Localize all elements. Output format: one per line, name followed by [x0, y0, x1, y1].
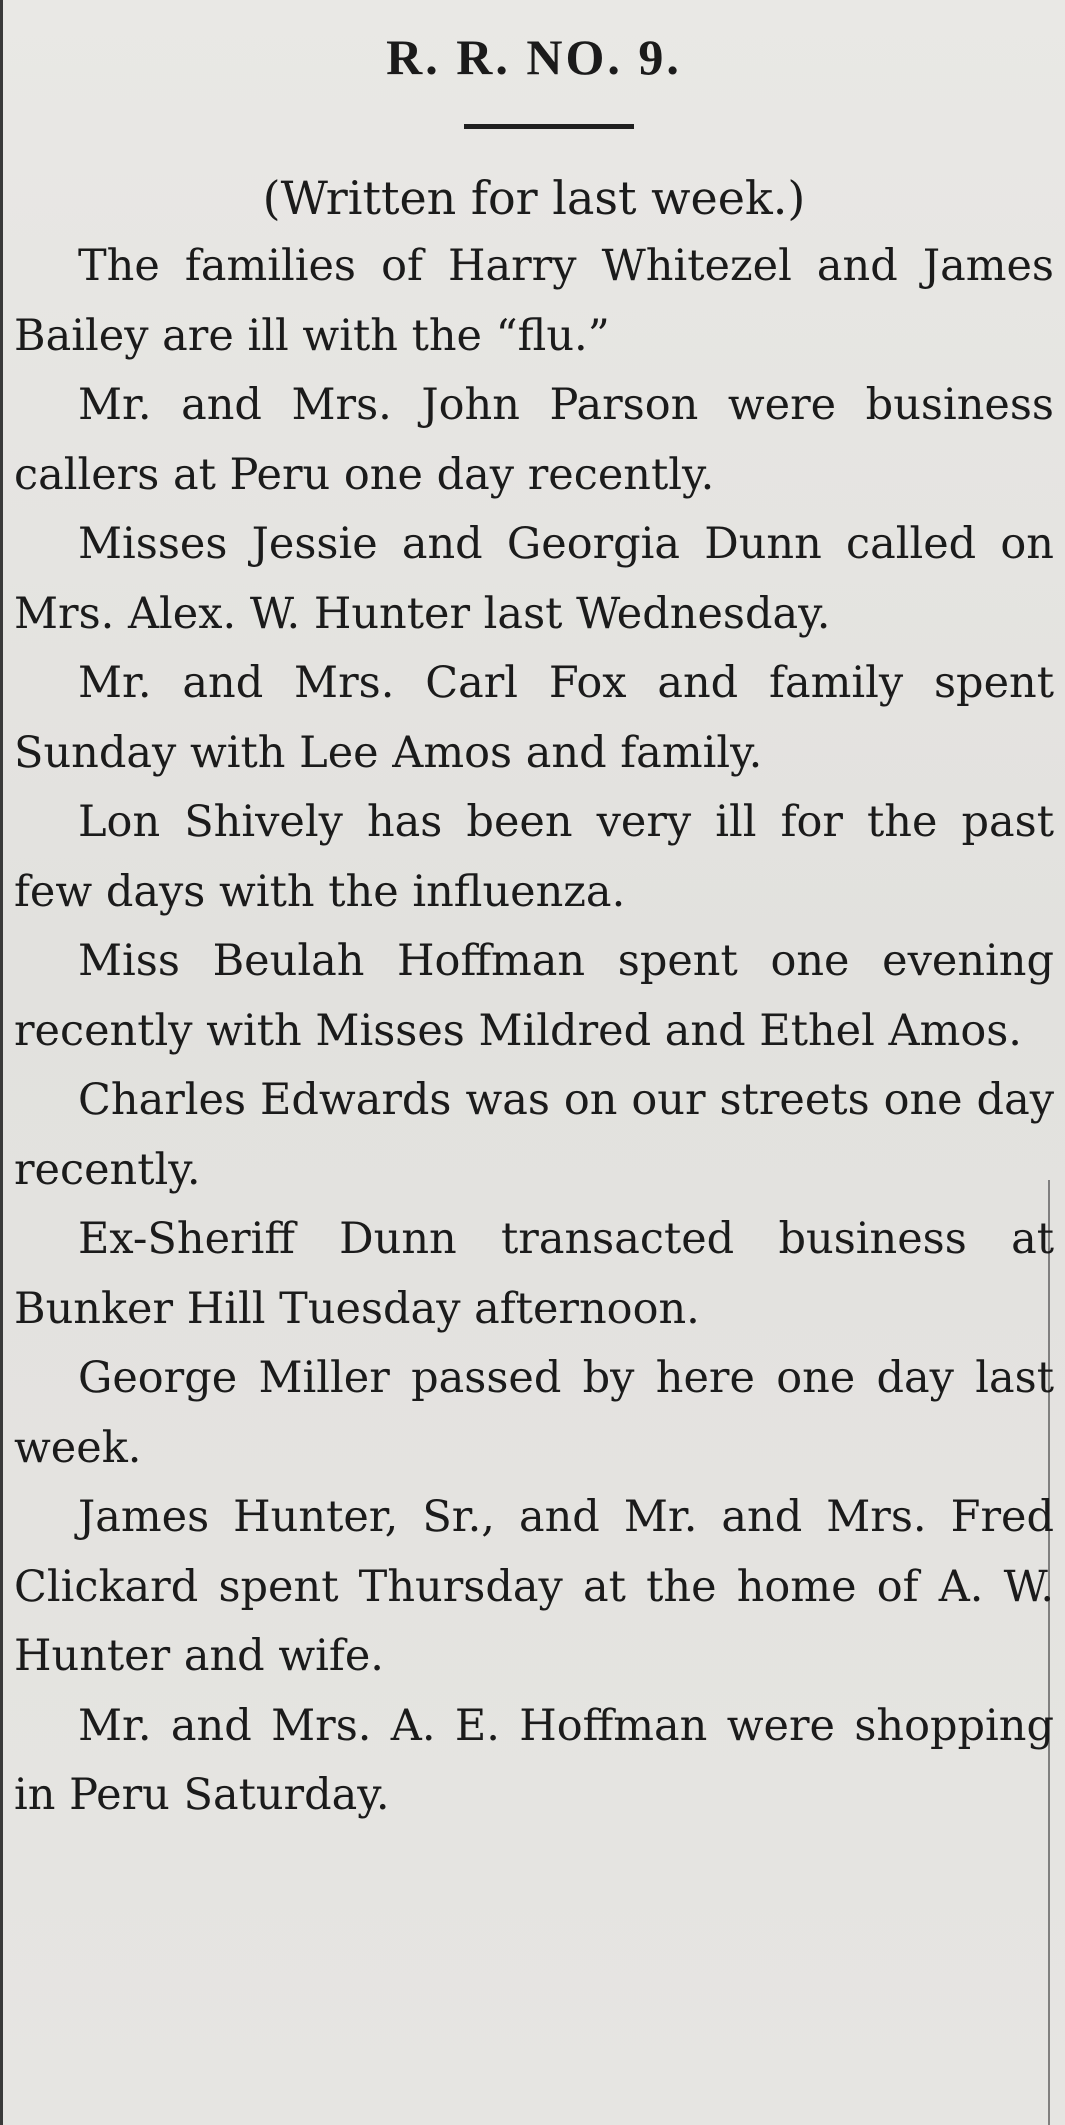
news-items [14, 232, 1054, 1831]
news-item: Lon Shively has been very ill for the past few days with the influenza. [14, 797, 1054, 917]
column-rule-left [0, 0, 3, 2125]
news-item: Mr. and Mrs. John Parson were business callers at Peru one day recently. [14, 380, 1054, 500]
news-item: Ex-Sheriff Dunn transacted business at Bunker Hill Tuesday afternoon. [14, 1214, 1054, 1334]
headline-rule [464, 124, 634, 129]
news-item: Misses Jessie and Georgia Dunn called on Mrs. Alex. W. Hunter last Wednesday. [14, 519, 1054, 639]
headline: R. R. NO. 9. [386, 29, 682, 85]
news-item: Miss Beulah Hoffman spent one evening recently with Misses Mildred and Ethel Amos. [14, 936, 1054, 1056]
editor-note: (Written for last week.) [262, 171, 806, 225]
news-item: Mr. and Mrs. Carl Fox and family spent Sunday with Lee Amos and family. [14, 658, 1054, 778]
news-item: James Hunter, Sr., and Mr. and Mrs. Fred Clickard spent Thursday at the home of A. W. Hunter and wife. [14, 1492, 1054, 1681]
news-item: Mr. and Mrs. A. E. Hoffman were shopping in Peru Saturday. [14, 1700, 1054, 1820]
news-item: Charles Edwards was on our streets one day recently. [14, 1075, 1054, 1195]
news-item: The families of Harry Whitezel and James Bailey are ill with the “flu.” [14, 241, 1054, 361]
news-item: George Miller passed by here one day last week. [14, 1353, 1054, 1473]
